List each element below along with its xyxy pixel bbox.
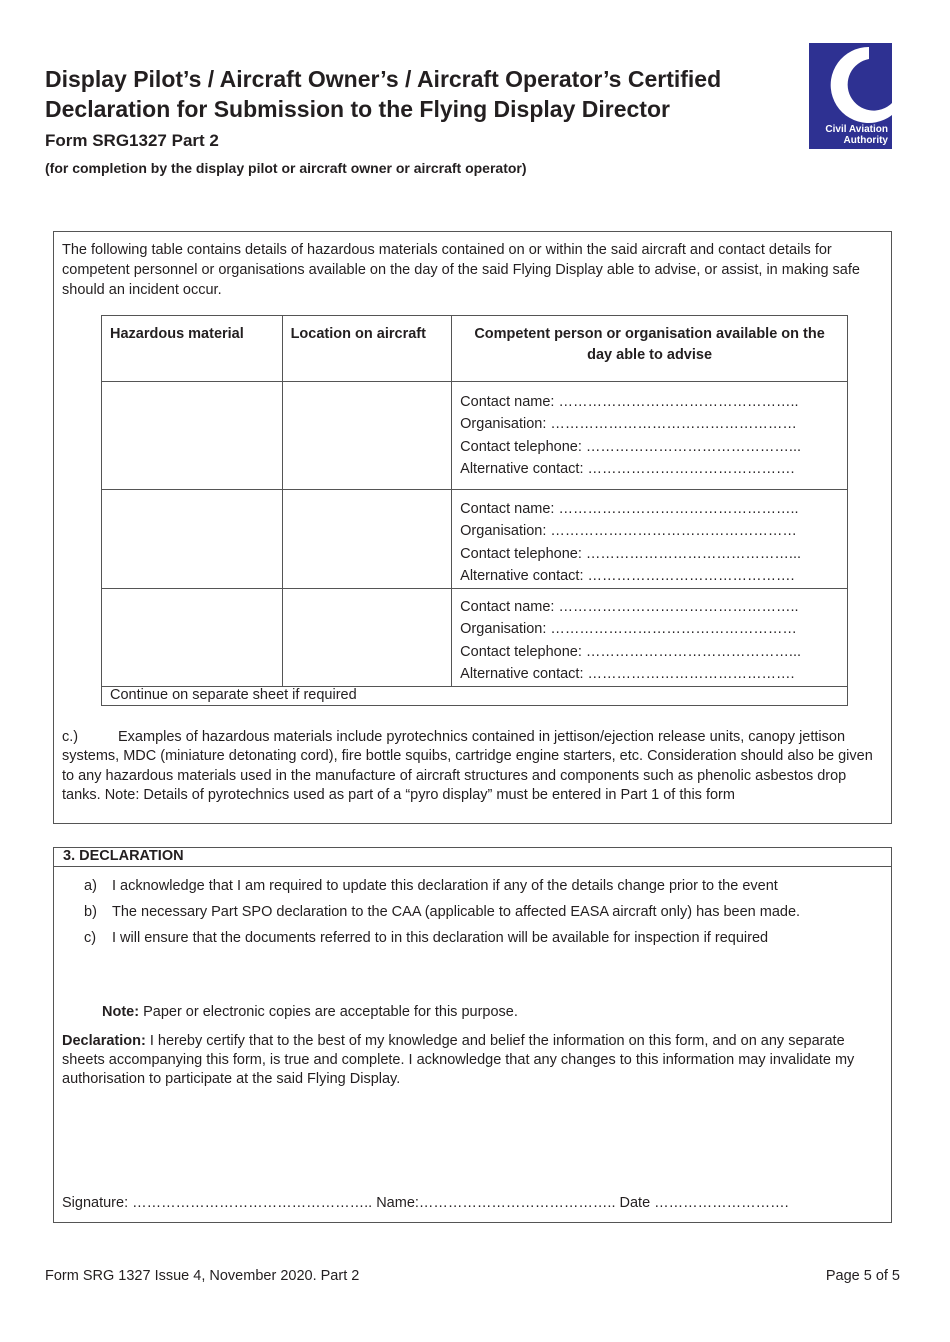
alternative-contact-field[interactable]: Alternative contact: ……………………………………. (460, 567, 795, 584)
paragraph-text: Examples of hazardous materials include pyrotechnics contained in jettison/ejection release units, canopy jettison systems, MDC (miniature detonating cord), fire bottle squibs, cartridge engine starters, etc. Consideration should also be given to any hazardous materials used in the manufacture of aircraft structures and components such as phenolic asbestos drop tanks. Note: Details of pyrotechnics used as part of a “pyro display” must be entered in Part 1 of this form (62, 729, 873, 804)
contact-name-field[interactable]: Contact name: ………………………………………….. (460, 394, 799, 410)
table-footer-row (102, 687, 848, 706)
declaration-text: I hereby certify that to the best of my knowledge and belief the information on this form, and on any separate sheets accompanying this form, is true and complete. I acknowledge that any changes to this information may invalidate my authorisation to participate at the said Flying Display. (62, 1033, 855, 1087)
column-header: Competent person or organisation available on the day able to advise (452, 316, 848, 382)
page-title (45, 64, 721, 124)
continue-note: Continue on separate sheet if required (102, 687, 848, 706)
table-row (102, 382, 848, 490)
note-text: Paper or electronic copies are acceptable for this purpose. (139, 1004, 518, 1020)
hazardous-material-cell[interactable] (102, 490, 283, 589)
declaration-label: Declaration: (62, 1033, 146, 1049)
title-line-1: Display Pilot’s / Aircraft Owner’s / Aircraft Operator’s Certified (45, 66, 722, 92)
contact-telephone-field[interactable]: Contact telephone: ……………………………………... (460, 438, 801, 455)
location-cell[interactable] (282, 490, 452, 589)
declaration-item (84, 930, 768, 946)
caa-logo (809, 43, 892, 149)
location-cell[interactable] (282, 382, 452, 490)
contact-telephone-field[interactable]: Contact telephone: ……………………………………... (460, 643, 801, 660)
completion-note: (for completion by the display pilot or aircraft owner or aircraft operator) (45, 160, 527, 176)
footer-form-reference: Form SRG 1327 Issue 4, November 2020. Part 2 (45, 1268, 360, 1284)
contact-cell[interactable] (452, 382, 848, 490)
paragraph-label: c.) (62, 729, 79, 745)
column-header: Hazardous material (102, 316, 283, 382)
hazardous-material-cell[interactable] (102, 589, 283, 687)
contact-telephone-field[interactable]: Contact telephone: ……………………………………... (460, 545, 801, 562)
column-header: Location on aircraft (282, 316, 452, 382)
item-text: The necessary Part SPO declaration to the CAA (applicable to affected EASA aircraft only) has been made. (112, 904, 801, 920)
declaration-statement (62, 1032, 882, 1089)
table-row (102, 589, 848, 687)
item-text: I will ensure that the documents referred to in this declaration will be available for inspection if required (112, 930, 769, 946)
note-label: Note: (102, 1004, 140, 1020)
hazards-examples-paragraph (62, 728, 882, 806)
declaration-item (84, 878, 778, 894)
table-header-row (102, 316, 848, 382)
organisation-field[interactable]: Organisation: …………………………………………… (460, 416, 797, 433)
form-name: Form SRG1327 Part 2 (45, 131, 219, 150)
signature-line[interactable]: Signature: ………………………………………….. Name:………………………………….. Date ………………………. (62, 1195, 789, 1211)
footer-page-number: Page 5 of 5 (825, 1268, 900, 1284)
hazards-table (101, 315, 848, 706)
declaration-heading: 3. DECLARATION (63, 848, 184, 864)
contact-name-field[interactable]: Contact name: ………………………………………….. (460, 599, 799, 615)
hazardous-material-cell[interactable] (102, 382, 283, 490)
table-row (102, 490, 848, 589)
item-letter: b) (84, 904, 97, 920)
item-letter: a) (84, 878, 97, 894)
title-line-2: Declaration for Submission to the Flying Display Director (45, 96, 670, 122)
organisation-field[interactable]: Organisation: …………………………………………… (460, 523, 797, 540)
item-letter: c) (84, 930, 97, 946)
contact-name-field[interactable]: Contact name: ………………………………………….. (460, 501, 799, 517)
item-text: I acknowledge that I am required to update this declaration if any of the details change prior to the event (112, 878, 778, 894)
declaration-note (102, 1004, 518, 1020)
organisation-field[interactable]: Organisation: …………………………………………… (460, 621, 797, 638)
logo-text-line-1: Civil Aviation (825, 124, 888, 135)
logo-text-line-2: Authority (843, 135, 888, 146)
alternative-contact-field[interactable]: Alternative contact: ……………………………………. (460, 460, 795, 477)
hazards-intro: The following table contains details of hazardous materials contained on or within the said aircraft and contact details for competent personnel or organisations available on the day of the said Flying Display able to advise, or assist, in making safe should an incident occur. (62, 242, 860, 298)
declaration-item (84, 904, 800, 920)
alternative-contact-field[interactable]: Alternative contact: ……………………………………. (460, 665, 795, 682)
contact-cell[interactable] (452, 490, 848, 589)
contact-cell[interactable] (452, 589, 848, 687)
location-cell[interactable] (282, 589, 452, 687)
